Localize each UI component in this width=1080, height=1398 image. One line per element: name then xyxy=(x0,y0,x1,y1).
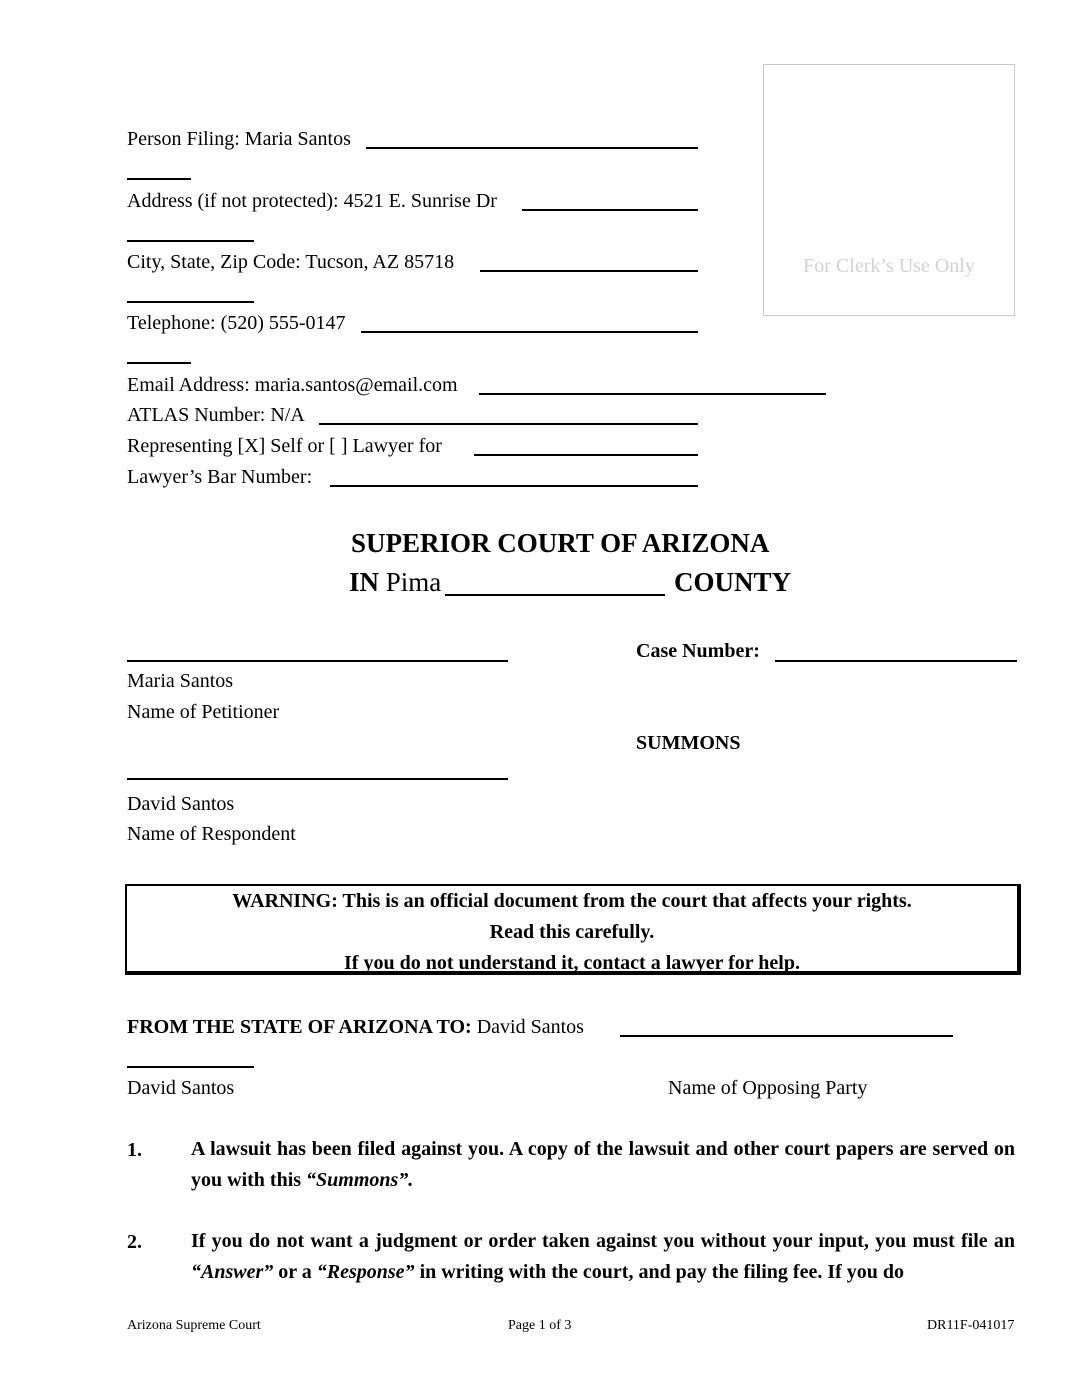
warning-line-3: If you do not understand it, contact a lawyer for help. xyxy=(344,952,800,974)
email-row xyxy=(127,374,458,397)
item-2-text-a: If you do not want a judgment or order taken against you without your input, you must file an xyxy=(191,1230,1015,1252)
atlas-value[interactable]: N/A xyxy=(270,404,305,426)
person-filing-row xyxy=(127,128,351,151)
city-row xyxy=(127,251,454,274)
item-2-text-b: in writing with the court, and pay the filing fee. If you do xyxy=(414,1261,905,1283)
from-state-label: FROM THE STATE OF ARIZONA TO: xyxy=(127,1016,472,1038)
email-underline xyxy=(479,393,826,395)
case-number-label: Case Number: xyxy=(636,640,760,662)
petitioner-name[interactable]: Maria Santos xyxy=(127,670,234,692)
county-underline xyxy=(445,594,665,596)
county-label: COUNTY xyxy=(674,567,792,597)
telephone-underline-wrap xyxy=(127,362,191,364)
item-2-response: “Response” xyxy=(316,1261,415,1283)
telephone-label: Telephone: xyxy=(127,312,216,334)
document-title: SUMMONS xyxy=(636,732,741,754)
city-label: City, State, Zip Code: xyxy=(127,251,301,273)
bar-number-underline[interactable] xyxy=(330,485,698,487)
from-state-underline-wrap xyxy=(127,1066,254,1068)
address-row xyxy=(127,190,497,213)
address-value[interactable]: 4521 E. Sunrise Dr xyxy=(343,190,497,212)
from-state-underline xyxy=(620,1035,953,1037)
county-value[interactable]: Pima xyxy=(385,567,442,597)
atlas-underline xyxy=(319,423,698,425)
person-filing-underline-wrap xyxy=(127,178,191,180)
clerk-use-box xyxy=(763,64,1015,316)
item-1-text-a: A lawsuit has been filed against you. A copy of the lawsuit and other court papers are served on you with this xyxy=(191,1138,1015,1191)
petitioner-caption: Name of Petitioner xyxy=(127,701,280,723)
address-label: Address (if not protected): xyxy=(127,190,339,212)
court-title: SUPERIOR COURT OF ARIZONA xyxy=(351,528,770,558)
item-2-text xyxy=(191,1226,1015,1288)
from-state-to-value[interactable]: David Santos xyxy=(476,1016,584,1038)
from-state-row xyxy=(127,1016,584,1039)
county-row xyxy=(349,567,441,598)
lawyer-for-underline xyxy=(474,454,698,456)
clerk-use-label: For Clerk’s Use Only xyxy=(803,255,975,277)
city-underline xyxy=(480,270,698,272)
email-value[interactable]: maria.santos@email.com xyxy=(254,374,458,396)
case-number-field[interactable] xyxy=(775,660,1017,662)
item-1-text xyxy=(191,1134,1015,1196)
warning-line-1: WARNING: This is an official document from the court that affects your rights. xyxy=(232,890,912,912)
telephone-underline xyxy=(361,331,698,333)
city-value[interactable]: Tucson, AZ 85718 xyxy=(305,251,455,273)
address-underline-wrap xyxy=(127,240,254,242)
telephone-row xyxy=(127,312,346,335)
petitioner-line xyxy=(127,660,508,662)
item-2-mid: or a xyxy=(273,1261,317,1283)
atlas-label: ATLAS Number: xyxy=(127,404,266,426)
person-filing-label: Person Filing: xyxy=(127,128,240,150)
opposing-party-caption: Name of Opposing Party xyxy=(668,1077,868,1099)
atlas-row xyxy=(127,404,305,427)
city-underline-wrap xyxy=(127,301,254,303)
warning-box xyxy=(125,884,1021,975)
item-2-answer: “Answer” xyxy=(191,1261,274,1283)
item-1-number: 1. xyxy=(127,1139,142,1161)
opposing-party-name[interactable]: David Santos xyxy=(127,1077,235,1099)
item-1-emphasis: “Summons”. xyxy=(306,1169,414,1191)
respondent-caption: Name of Respondent xyxy=(127,823,296,845)
footer-left: Arizona Supreme Court xyxy=(127,1318,261,1333)
footer-form-code: DR11F-041017 xyxy=(927,1318,1015,1333)
telephone-value[interactable]: (520) 555-0147 xyxy=(220,312,346,334)
footer-page-number: Page 1 of 3 xyxy=(508,1318,572,1333)
item-2-number: 2. xyxy=(127,1231,142,1253)
respondent-name[interactable]: David Santos xyxy=(127,793,235,815)
address-underline xyxy=(522,209,698,211)
respondent-line xyxy=(127,778,508,780)
representing-text[interactable]: Representing [X] Self or [ ] Lawyer for xyxy=(127,435,442,457)
person-filing-value[interactable]: Maria Santos xyxy=(244,128,351,150)
person-filing-underline xyxy=(366,147,698,149)
warning-line-2: Read this carefully. xyxy=(489,921,655,943)
bar-number-label: Lawyer’s Bar Number: xyxy=(127,466,313,488)
county-in-label: IN xyxy=(349,567,380,597)
email-label: Email Address: xyxy=(127,374,250,396)
